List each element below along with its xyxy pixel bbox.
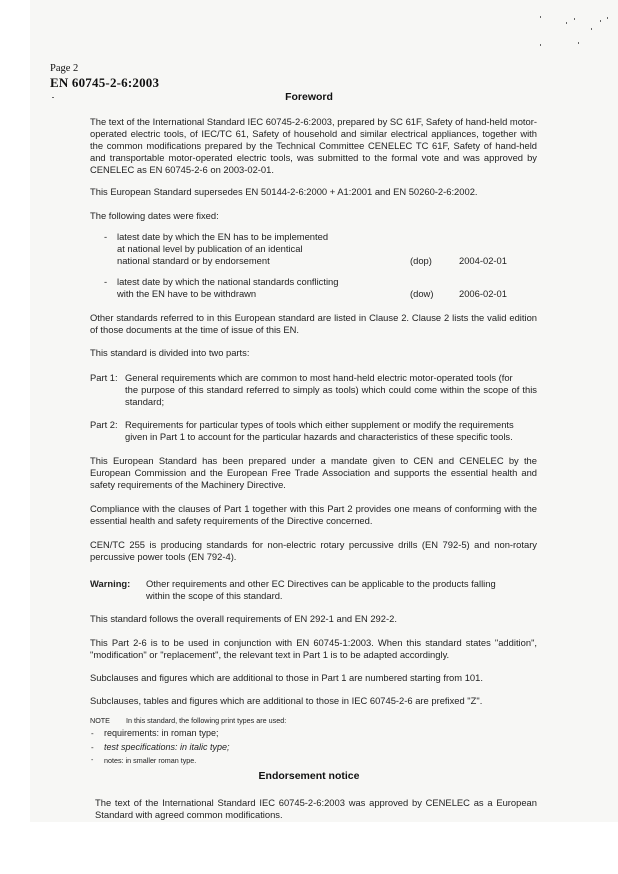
part-2-label: Part 2: — [90, 419, 118, 430]
bullet-dash: - — [91, 757, 94, 764]
warning-line-2: within the scope of this standard. — [146, 590, 283, 601]
foreword-paragraph-2: This European Standard supersedes EN 50144-2-6:2000 + A1:2001 and EN 50260-2-6:2002. — [90, 186, 478, 197]
endorsement-title: Endorsement notice — [258, 770, 360, 782]
dow-abbr: (dow) — [410, 288, 434, 299]
bullet-dash: - — [91, 729, 94, 738]
part-1-continuation: the purpose of this standard referred to simply as tools) which could come within the scope of this standard; — [125, 384, 537, 407]
foreword-paragraph-5: This European Standard has been prepared under a mandate given to CEN and CENELEC by the European Commission and the European Free Trade Association and supports the essential health and safety requirements of the Machinery Directive. — [90, 455, 537, 490]
scan-speck — [600, 20, 601, 22]
part-2-continuation: given in Part 1 to account for the particular hazards and characteristics of these specific tools. — [125, 431, 513, 442]
part-1-line-1: General requirements which are common to most hand-held electric motor-operated tools (for — [125, 372, 513, 383]
foreword-title: Foreword — [285, 91, 333, 103]
foreword-paragraph-1: The text of the International Standard IEC 60745-2-6:2003, prepared by SC 61F, Safety of hand-held motor-operated electric tools, of IEC/TC 61, Safety of household and similar electrical appliances, together with the common modifications prepared by the Technical Committee CENELEC TC 61F, Safety of hand-held and transportable motor-operated electric tools, was submitted to the formal vote and was approved by CENELEC as EN 60745-2-6 on 2003-02-01. — [90, 116, 537, 175]
dop-line-2: at national level by publication of an identical — [117, 243, 303, 254]
dow-date: 2006-02-01 — [459, 288, 507, 299]
scan-speck — [607, 17, 608, 19]
foreword-paragraph-3: Other standards referred to in this European standard are listed in Clause 2. Clause 2 lists the valid edition of those documents at the time of issue of this EN. — [90, 312, 537, 335]
foreword-paragraph-6: Compliance with the clauses of Part 1 together with this Part 2 provides one means of conforming with the essential health and safety requirements of the Directive concerned. — [90, 503, 537, 526]
dop-line-1: latest date by which the EN has to be implemented — [117, 231, 329, 242]
scan-speck — [540, 44, 541, 46]
foreword-paragraph-9: This Part 2-6 is to be used in conjunction with EN 60745-1:2003. When this standard states "addition", "modification" or "replacement", the relevant text in Part 1 is to be adapted accordingly. — [90, 637, 537, 660]
page-number: Page 2 — [50, 63, 79, 74]
foreword-paragraph-10: Subclauses and figures which are additional to those in Part 1 are numbered starting from 101. — [90, 672, 483, 683]
scan-speck — [591, 28, 592, 30]
warning-line-1: Other requirements and other EC Directives can be applicable to the products falling — [146, 578, 496, 589]
dop-abbr: (dop) — [410, 255, 432, 266]
scan-speck — [574, 18, 575, 20]
foreword-paragraph-4: This standard is divided into two parts: — [90, 347, 250, 358]
part-2-line-1: Requirements for particular types of tools which either supplement or modify the requirements — [125, 419, 514, 430]
dates-intro: The following dates were fixed: — [90, 210, 219, 221]
foreword-paragraph-8: This standard follows the overall requirements of EN 292-1 and EN 292-2. — [90, 613, 397, 624]
scan-speck — [566, 22, 567, 24]
bullet-dash: - — [104, 276, 108, 287]
standard-number: EN 60745-2-6:2003 — [50, 75, 160, 90]
warning-label: Warning: — [90, 578, 131, 589]
note-item-roman: requirements: in roman type; — [104, 728, 219, 738]
note-item-italic: test specifications: in italic type; — [104, 742, 230, 752]
note-text: In this standard, the following print types are used: — [126, 716, 287, 725]
note-item-smaller: notes: in smaller roman type. — [104, 756, 197, 765]
bullet-dash: - — [104, 231, 108, 242]
dop-line-3: national standard or by endorsement — [117, 255, 270, 266]
endorsement-text: The text of the International Standard IEC 60745-2-6:2003 was approved by CENELEC as a European Standard with agreed common modifications. — [95, 797, 537, 820]
dop-date: 2004-02-01 — [459, 255, 507, 266]
note-label: NOTE — [90, 716, 110, 725]
part-1-label: Part 1: — [90, 372, 118, 383]
scan-speck — [540, 16, 541, 18]
bullet-dash: - — [91, 743, 94, 752]
foreword-paragraph-11: Subclauses, tables and figures which are additional to those in IEC 60745-2-6 are prefixed "Z". — [90, 695, 483, 706]
scan-speck — [578, 42, 579, 44]
dow-line-2: with the EN have to be withdrawn — [117, 288, 257, 299]
dow-line-1: latest date by which the national standards conflicting — [117, 276, 339, 287]
foreword-paragraph-7: CEN/TC 255 is producing standards for non-electric rotary percussive drills (EN 792-5) and non-rotary percussive power tools (EN 792-4). — [90, 539, 537, 562]
